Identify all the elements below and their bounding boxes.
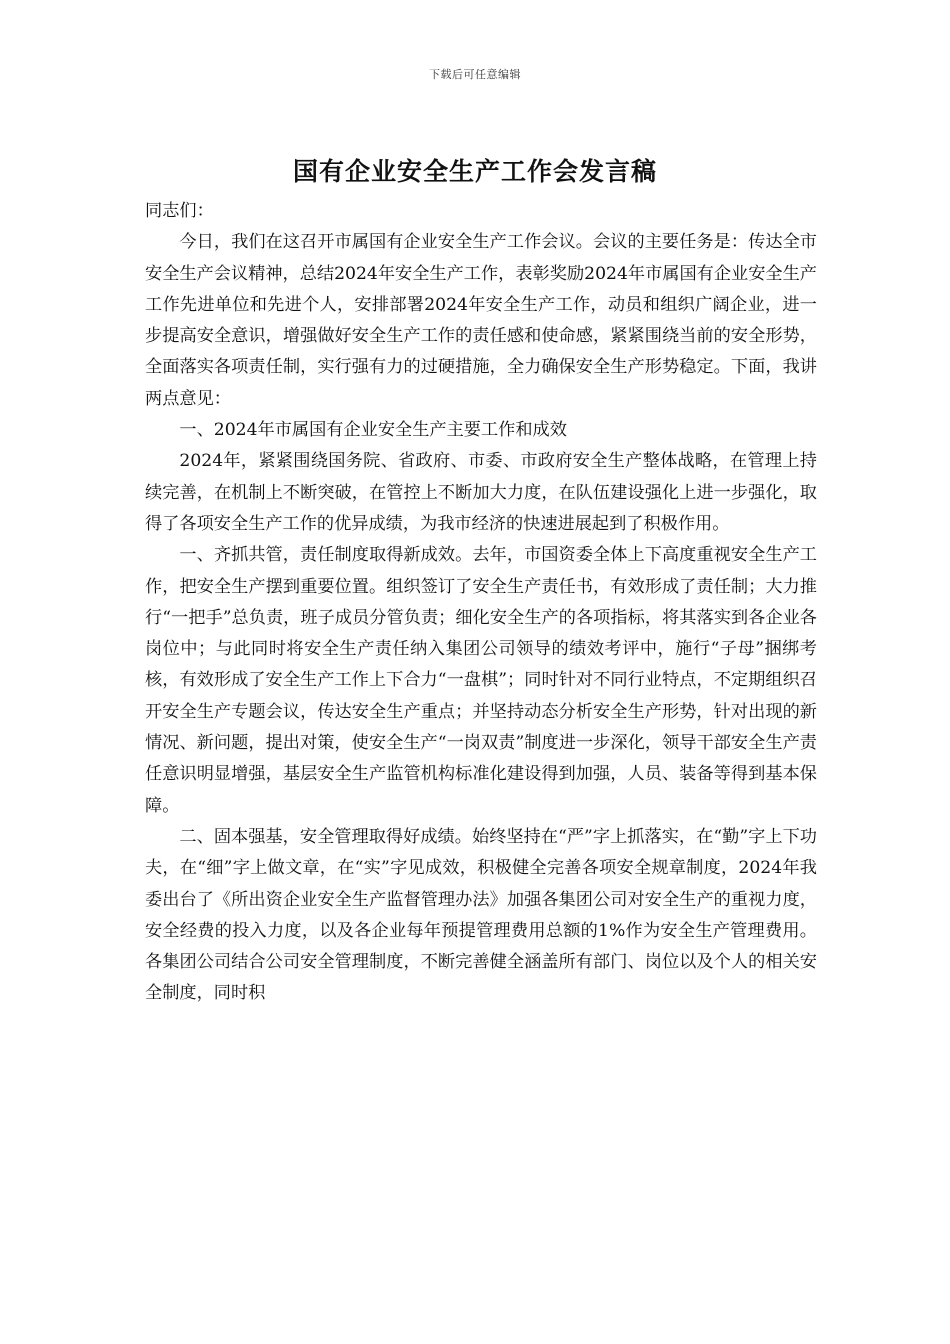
header-note: 下载后可任意编辑 bbox=[429, 68, 521, 81]
document-body bbox=[145, 196, 817, 1010]
section-heading-1: 一、2024年市属国有企业安全生产主要工作和成效 bbox=[179, 420, 567, 441]
paragraph-management: 二、固本强基，安全管理取得好成绩。始终坚持在“严”字上抓落实，在“勤”字上下功夫，在“细”字上做文章，在“实”字见成效，积极健全完善各项安全规章制度，2024年我委出台了《所出资企业安全生产监督管理办法》加强各集团公司对安全生产的重视力度，安全经费的投入力度，以及各企业每年预提管理费用总额的1%作为安全生产管理费用。各集团公司结合公司安全管理制度，不断完善健全涵盖所有部门、岗位以及个人的相关安全制度，同时积 bbox=[145, 826, 817, 1004]
document-title: 国有企业安全生产工作会发言稿 bbox=[292, 157, 657, 186]
salutation: 同志们： bbox=[145, 201, 214, 221]
paragraph-responsibility: 一、齐抓共管，责任制度取得新成效。去年，市国资委全体上下高度重视安全生产工作，把安全生产摆到重要位置。组织签订了安全生产责任书，有效形成了责任制；大力推行“一把手”总负责，班子成员分管负责；细化安全生产的各项指标，将其落实到各企业各岗位中；与此同时将安全生产责任纳入集团公司领导的绩效考评中，施行“子母”捆绑考核，有效形成了安全生产工作上下合力“一盘棋”；同时针对不同行业特点，不定期组织召开安全生产专题会议，传达安全生产重点；并坚持动态分析安全生产形势，针对出现的新情况、新问题，提出对策，使安全生产“一岗双责”制度进一步深化，领导干部安全生产责任意识明显增强，基层安全生产监管机构标准化建设得到加强，人员、装备等得到基本保障。 bbox=[145, 545, 817, 816]
paragraph-overview: 2024年，紧紧围绕国务院、省政府、市委、市政府安全生产整体战略，在管理上持续完善，在机制上不断突破，在管控上不断加大力度，在队伍建设强化上进一步强化，取得了各项安全生产工作的优异成绩，为我市经济的快速进展起到了积极作用。 bbox=[145, 451, 817, 534]
paragraph-intro: 今日，我们在这召开市属国有企业安全生产工作会议。会议的主要任务是：传达全市安全生产会议精神，总结2024年安全生产工作，表彰奖励2024年市属国有企业安全生产工作先进单位和先进个人，安排部署2024年安全生产工作，动员和组织广阔企业，进一步提高安全意识，增强做好安全生产工作的责任感和使命感，紧紧围绕当前的安全形势，全面落实各项责任制，实行强有力的过硬措施，全力确保安全生产形势稳定。下面，我讲两点意见： bbox=[145, 232, 817, 409]
